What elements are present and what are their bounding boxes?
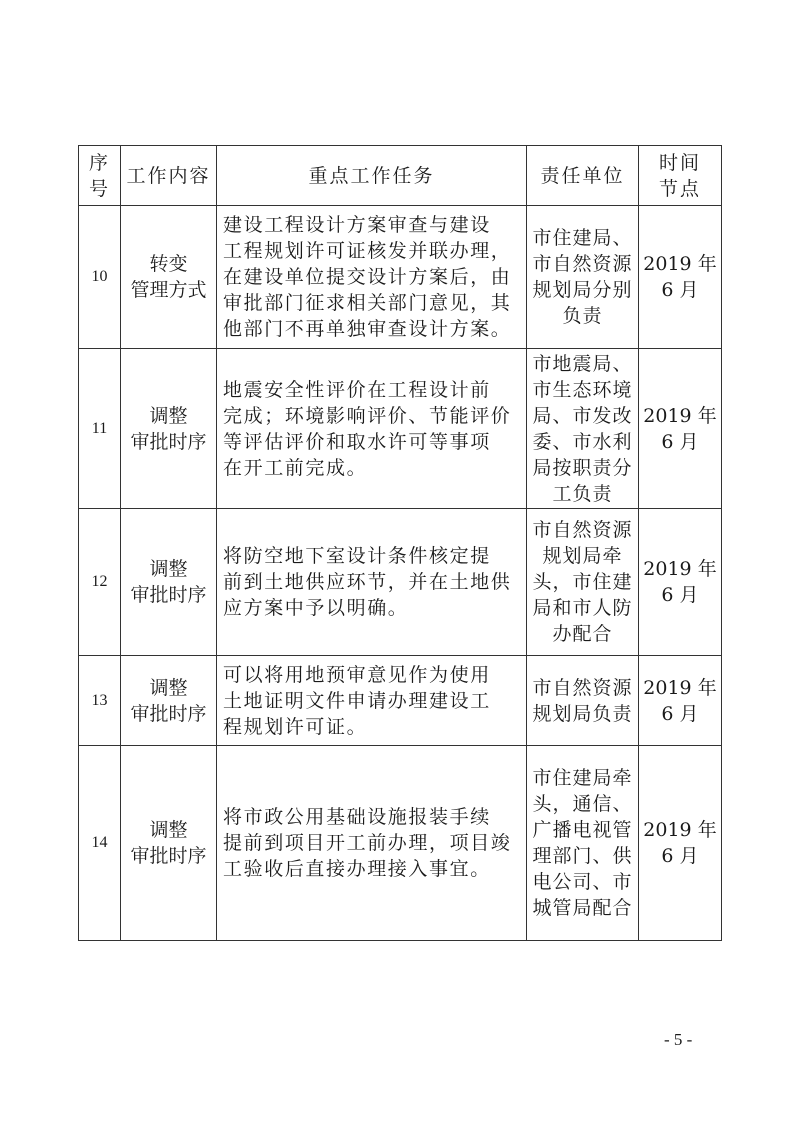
table-header-row [79,146,722,206]
row-unit-line: 办配合 [552,623,613,645]
row-content-line: 审批时序 [130,845,207,867]
row-time-line: 2019 年 [643,404,717,427]
row-task-line: 在建设单位提交设计方案后，由 [223,266,512,288]
row-content-line: 管理方式 [130,279,207,301]
row-task-line: 将市政公用基础设施报装手续 [223,806,491,828]
row-unit-line: 规划局牵 [542,545,623,567]
header-time-line: 节点 [658,177,701,200]
row-time [639,349,722,509]
row-unit-line: 市生态环境 [532,378,633,401]
row-unit [527,656,639,746]
row-task-line: 工验收后直接办理接入事宜。 [223,858,491,880]
row-task-line: 程规划许可证。 [223,715,368,738]
table-row [79,746,722,941]
task-table [78,145,722,941]
row-task-line: 他部门不再单独审查设计方案。 [223,318,512,340]
row-time-line: 2019 年 [643,819,717,841]
row-content [121,206,217,349]
row-content-line: 审批时序 [130,584,207,606]
header-seq-line: 号 [88,177,110,200]
row-task-line: 工程规划许可证核发并联办理， [223,240,512,262]
row-task-line: 完成；环境影响评价、节能评价 [223,404,512,427]
row-unit-line: 负责 [562,305,603,327]
row-task-line: 建设工程设计方案审查与建设 [223,214,491,236]
row-task [217,746,527,941]
row-seq: 10 [79,206,121,349]
row-seq: 12 [79,509,121,656]
row-unit-line: 市住建局牵 [532,767,633,789]
row-content [121,349,217,509]
row-task-line: 在开工前完成。 [223,456,368,479]
row-time-line: 6 月 [661,430,699,453]
row-content [121,746,217,941]
row-unit-line: 局按职责分 [532,456,633,479]
row-seq: 11 [79,349,121,509]
row-unit-line: 头，通信、 [532,793,633,815]
row-time-line: 2019 年 [643,253,717,275]
row-unit [527,206,639,349]
row-time-line: 6 月 [661,702,699,725]
row-time [639,656,722,746]
row-time-line: 2019 年 [643,558,717,580]
row-unit-line: 广播电视管 [532,819,633,841]
row-time-line: 2019 年 [643,676,717,699]
row-unit-line: 局和市人防 [532,597,633,619]
row-task-line: 应方案中予以明确。 [223,597,409,619]
header-time [639,146,722,206]
table-row [79,509,722,656]
row-content-line: 审批时序 [130,430,207,453]
header-unit: 责任单位 [527,146,639,206]
row-task-line: 提前到项目开工前办理，项目竣 [223,832,512,854]
row-unit-line: 市自然资源 [532,676,633,699]
header-seq-line: 序 [88,151,110,174]
row-unit-line: 市地震局、 [532,352,633,375]
row-task-line: 审批部门征求相关部门意见，其 [223,292,512,314]
row-task [217,656,527,746]
row-content-line: 审批时序 [130,702,207,725]
row-content-line: 调整 [149,676,188,699]
row-task-line: 前到土地供应环节，并在土地供 [223,571,512,593]
row-unit-line: 电公司、市 [532,871,633,893]
row-task-line: 等评估评价和取水许可等事项 [223,430,491,453]
row-task-line: 地震安全性评价在工程设计前 [223,378,491,401]
row-content [121,656,217,746]
row-time-line: 6 月 [661,279,699,301]
page-number: - 5 - [664,1030,693,1049]
header-seq [79,146,121,206]
row-unit-line: 城管局配合 [532,897,633,919]
row-unit-line: 市住建局、 [532,227,633,249]
row-task [217,509,527,656]
row-time [639,509,722,656]
row-content-line: 转变 [149,253,188,275]
row-time [639,746,722,941]
header-time-line: 时间 [658,151,701,174]
row-content-line: 调整 [149,404,188,427]
row-unit-line: 市自然资源 [532,519,633,541]
row-task-line: 将防空地下室设计条件核定提 [223,545,491,567]
row-time [639,206,722,349]
row-unit-line: 规划局负责 [532,702,633,725]
row-unit [527,509,639,656]
row-unit [527,349,639,509]
row-time-line: 6 月 [661,845,699,867]
row-unit-line: 工负责 [552,482,613,505]
row-task-line: 可以将用地预审意见作为使用 [223,663,491,686]
header-content: 工作内容 [121,146,217,206]
table-row [79,349,722,509]
row-content [121,509,217,656]
row-content-line: 调整 [149,819,188,841]
header-task: 重点工作任务 [217,146,527,206]
row-unit-line: 理部门、供 [532,845,633,867]
row-seq: 13 [79,656,121,746]
row-unit-line: 市自然资源 [532,253,633,275]
row-content-line: 调整 [149,558,188,580]
row-task-line: 土地证明文件申请办理建设工 [223,689,491,712]
table-row [79,206,722,349]
row-unit-line: 规划局分别 [532,279,633,301]
row-seq: 14 [79,746,121,941]
row-unit-line: 头，市住建 [532,571,633,593]
row-unit [527,746,639,941]
row-time-line: 6 月 [661,584,699,606]
table-row [79,656,722,746]
row-unit-line: 委、市水利 [532,430,633,453]
row-unit-line: 局、市发改 [532,404,633,427]
row-task [217,349,527,509]
row-task [217,206,527,349]
